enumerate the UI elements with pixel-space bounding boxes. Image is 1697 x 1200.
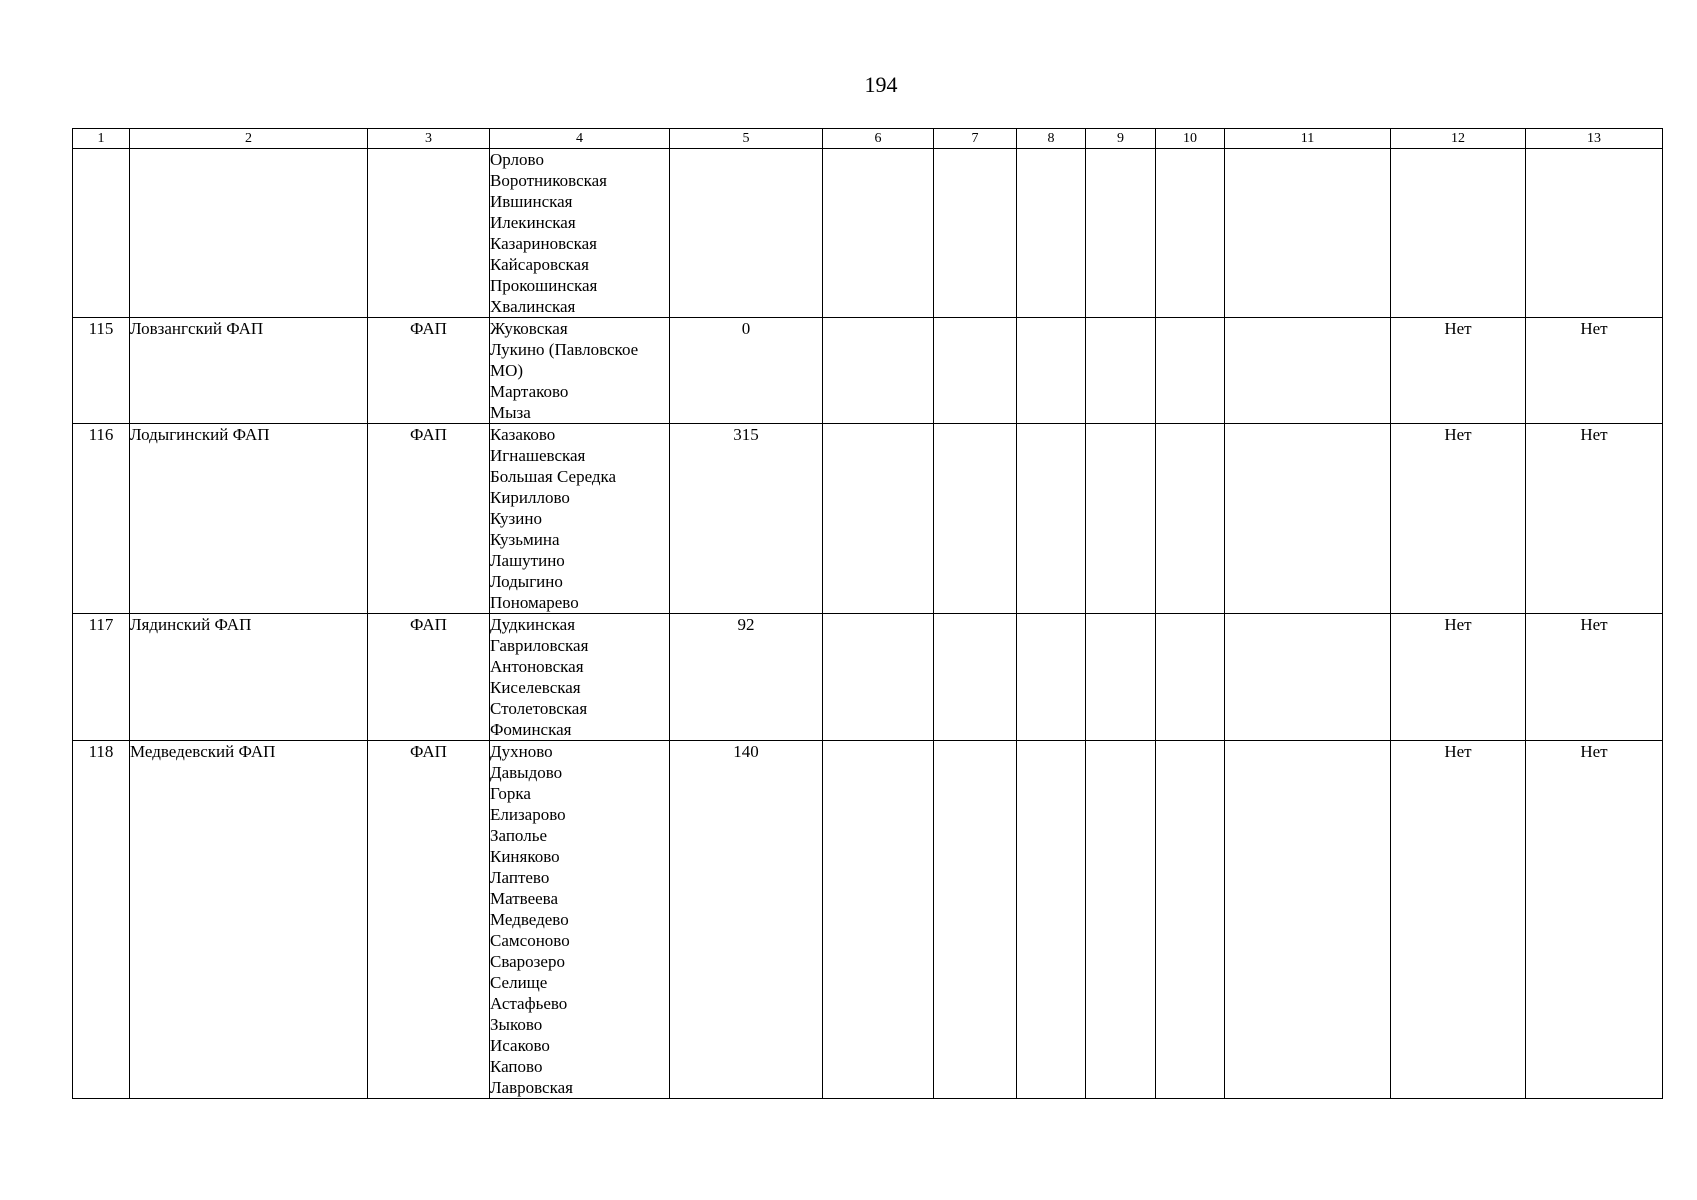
locality-name: Медведево <box>490 910 569 929</box>
locality-name: Орлово <box>490 150 544 169</box>
empty-cell-col-7 <box>934 149 1017 318</box>
localities-cell <box>490 614 670 741</box>
locality-name: Кузьмина <box>490 530 560 549</box>
locality-name: МО) <box>490 361 524 380</box>
col12-cell: Нет <box>1391 741 1526 1099</box>
facility-type-cell: ФАП <box>368 318 490 424</box>
empty-cell-col-7 <box>934 424 1017 614</box>
locality-name: Воротниковская <box>490 171 607 190</box>
column-header: 1 <box>73 129 130 149</box>
facility-type-cell: ФАП <box>368 741 490 1099</box>
table-row <box>73 424 1663 614</box>
facilities-table <box>72 128 1663 1099</box>
empty-cell-col-9 <box>1086 318 1156 424</box>
facility-name-cell: Ловзангский ФАП <box>130 318 368 424</box>
locality-name: Мартаково <box>490 382 569 401</box>
facility-type-cell: ФАП <box>368 614 490 741</box>
facility-name-cell: Медведевский ФАП <box>130 741 368 1099</box>
empty-cell-col-9 <box>1086 424 1156 614</box>
locality-name: Матвеева <box>490 889 559 908</box>
column-header: 7 <box>934 129 1017 149</box>
column-header: 3 <box>368 129 490 149</box>
empty-cell-col-10 <box>1156 149 1225 318</box>
localities-cell <box>490 149 670 318</box>
column-header: 5 <box>670 129 823 149</box>
population-cell: 140 <box>670 741 823 1099</box>
empty-cell-col-6 <box>823 741 934 1099</box>
locality-name: Астафьево <box>490 994 568 1013</box>
facility-name-cell <box>130 149 368 318</box>
facility-name-cell: Лядинский ФАП <box>130 614 368 741</box>
locality-name: Капово <box>490 1057 543 1076</box>
col13-cell: Нет <box>1526 614 1663 741</box>
locality-name: Горка <box>490 784 531 803</box>
row-number-cell: 118 <box>73 741 130 1099</box>
locality-name: Духново <box>490 742 553 761</box>
empty-cell-col-8 <box>1017 149 1086 318</box>
table-body <box>73 149 1663 1099</box>
column-header: 2 <box>130 129 368 149</box>
col13-cell: Нет <box>1526 318 1663 424</box>
locality-name: Кайсаровская <box>490 255 589 274</box>
locality-name: Фоминская <box>490 720 572 739</box>
localities-cell <box>490 318 670 424</box>
empty-cell-col-9 <box>1086 614 1156 741</box>
locality-name: Самсоново <box>490 931 570 950</box>
locality-name: Столетовская <box>490 699 588 718</box>
page-number: 194 <box>864 72 898 97</box>
empty-cell-col-6 <box>823 318 934 424</box>
locality-name: Пономарево <box>490 593 579 612</box>
population-cell: 92 <box>670 614 823 741</box>
empty-cell-col-7 <box>934 614 1017 741</box>
col13-cell: Нет <box>1526 741 1663 1099</box>
column-header: 8 <box>1017 129 1086 149</box>
locality-name: Казариновская <box>490 234 597 253</box>
empty-cell-col-11 <box>1225 318 1391 424</box>
col12-cell: Нет <box>1391 318 1526 424</box>
locality-name: Илекинская <box>490 213 576 232</box>
locality-name: Лашутино <box>490 551 565 570</box>
empty-cell-col-8 <box>1017 614 1086 741</box>
row-number-cell: 117 <box>73 614 130 741</box>
locality-name: Лукино (Павловское <box>490 340 639 359</box>
table-row <box>73 318 1663 424</box>
column-header: 13 <box>1526 129 1663 149</box>
column-header: 9 <box>1086 129 1156 149</box>
col12-cell <box>1391 149 1526 318</box>
locality-name: Казаково <box>490 425 556 444</box>
table-row <box>73 614 1663 741</box>
locality-name: Кириллово <box>490 488 570 507</box>
empty-cell-col-9 <box>1086 741 1156 1099</box>
population-cell: 0 <box>670 318 823 424</box>
empty-cell-col-10 <box>1156 741 1225 1099</box>
empty-cell-col-6 <box>823 424 934 614</box>
empty-cell-col-6 <box>823 149 934 318</box>
locality-name: Гавриловская <box>490 636 589 655</box>
locality-name: Прокошинская <box>490 276 598 295</box>
population-cell <box>670 149 823 318</box>
column-number-row <box>73 129 1663 149</box>
locality-name: Большая Середка <box>490 467 617 486</box>
locality-name: Жуковская <box>490 319 568 338</box>
locality-name: Давыдово <box>490 763 563 782</box>
empty-cell-col-11 <box>1225 424 1391 614</box>
column-header: 11 <box>1225 129 1391 149</box>
col13-cell: Нет <box>1526 424 1663 614</box>
empty-cell-col-8 <box>1017 424 1086 614</box>
locality-name: Исаково <box>490 1036 550 1055</box>
column-header: 6 <box>823 129 934 149</box>
row-number-cell: 115 <box>73 318 130 424</box>
locality-name: Кузино <box>490 509 542 528</box>
locality-name: Антоновская <box>490 657 584 676</box>
col12-cell: Нет <box>1391 614 1526 741</box>
table-row <box>73 741 1663 1099</box>
column-header: 10 <box>1156 129 1225 149</box>
empty-cell-col-10 <box>1156 424 1225 614</box>
localities-cell <box>490 424 670 614</box>
locality-name: Хвалинская <box>490 297 576 316</box>
empty-cell-col-8 <box>1017 318 1086 424</box>
empty-cell-col-11 <box>1225 149 1391 318</box>
locality-name: Елизарово <box>490 805 566 824</box>
locality-name: Лаптево <box>490 868 550 887</box>
facility-name-cell: Лодыгинский ФАП <box>130 424 368 614</box>
locality-name: Киняково <box>490 847 560 866</box>
column-header: 12 <box>1391 129 1526 149</box>
row-number-cell: 116 <box>73 424 130 614</box>
locality-name: Сварозеро <box>490 952 565 971</box>
empty-cell-col-10 <box>1156 614 1225 741</box>
empty-cell-col-6 <box>823 614 934 741</box>
empty-cell-col-7 <box>934 741 1017 1099</box>
locality-name: Дудкинская <box>490 615 576 634</box>
column-header: 4 <box>490 129 670 149</box>
col13-cell <box>1526 149 1663 318</box>
facility-type-cell: ФАП <box>368 424 490 614</box>
population-cell: 315 <box>670 424 823 614</box>
empty-cell-col-9 <box>1086 149 1156 318</box>
locality-name: Лавровская <box>490 1078 573 1097</box>
locality-name: Селище <box>490 973 548 992</box>
locality-name: Мыза <box>490 403 531 422</box>
empty-cell-col-11 <box>1225 741 1391 1099</box>
locality-name: Заполье <box>490 826 547 845</box>
locality-name: Ившинская <box>490 192 573 211</box>
empty-cell-col-7 <box>934 318 1017 424</box>
facility-type-cell <box>368 149 490 318</box>
locality-name: Зыково <box>490 1015 543 1034</box>
locality-name: Киселевская <box>490 678 581 697</box>
locality-name: Игнашевская <box>490 446 586 465</box>
localities-cell <box>490 741 670 1099</box>
table-row <box>73 149 1663 318</box>
empty-cell-col-10 <box>1156 318 1225 424</box>
empty-cell-col-11 <box>1225 614 1391 741</box>
row-number-cell <box>73 149 130 318</box>
locality-name: Лодыгино <box>490 572 563 591</box>
col12-cell: Нет <box>1391 424 1526 614</box>
empty-cell-col-8 <box>1017 741 1086 1099</box>
